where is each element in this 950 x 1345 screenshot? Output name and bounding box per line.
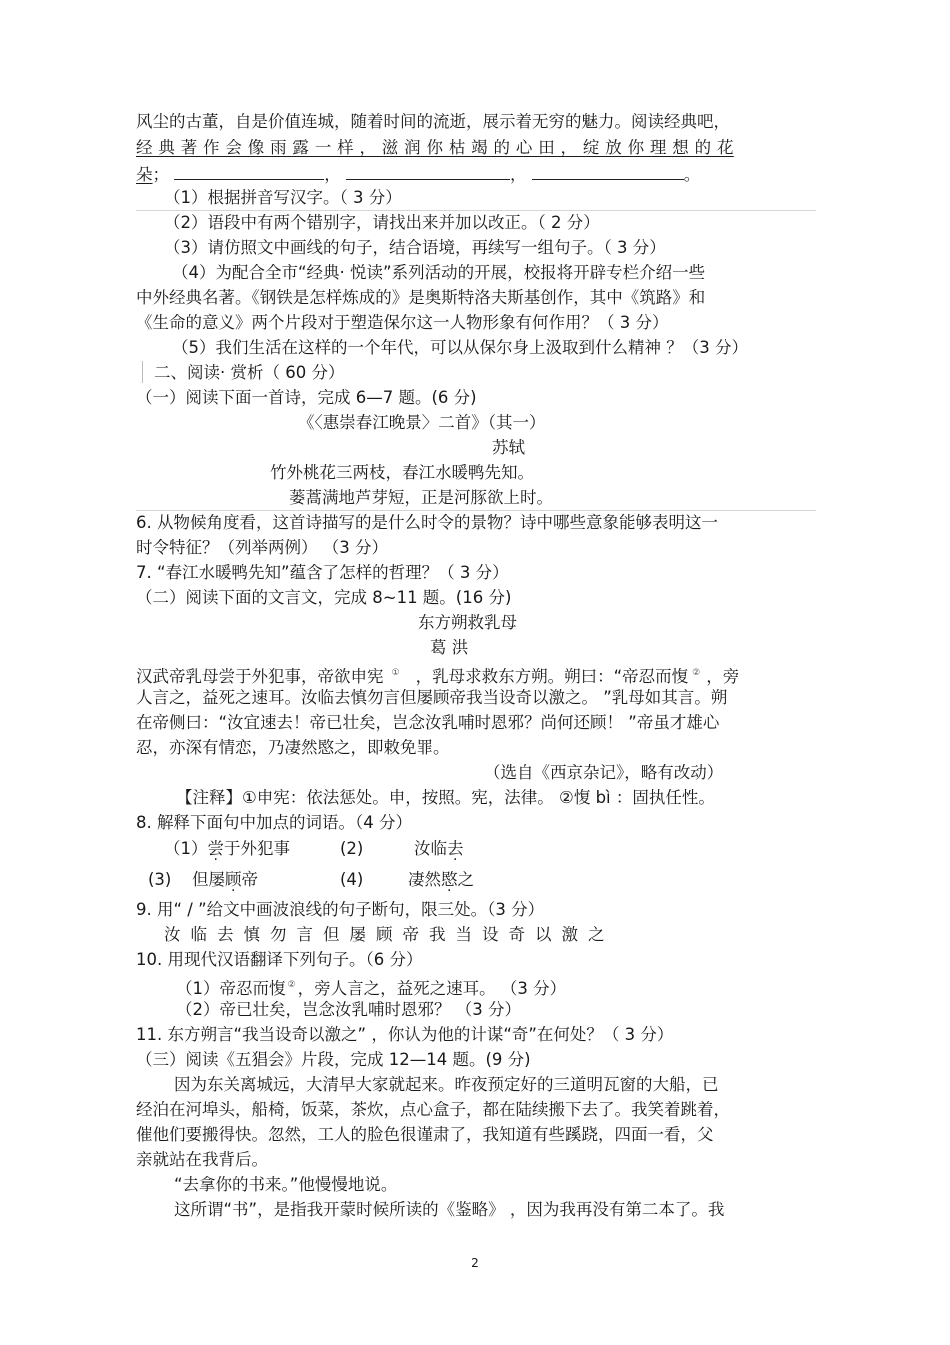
- question-1-4-line-3: 《生命的意义》两个片段对于塑造保尔这一人物形象有何作用？（ 3 分）: [136, 313, 669, 332]
- question-8-item-4: 凄然愍之: [408, 870, 474, 889]
- page-number: 2: [471, 1256, 479, 1270]
- question-9: 9. 用“ / ”给文中画波浪线的句子断句，限三处。（3 分）: [136, 900, 545, 919]
- poem-author: 苏轼: [492, 438, 525, 457]
- question-7: 7. “春江水暖鸭先知”蕴含了怎样的哲理？（ 3 分）: [136, 563, 509, 582]
- classical-text-line-1: 汉武帝乳母尝于外犯事，帝欲申宪 ① ，乳母求救东方朔。朔曰：“帝忍而愎 ② ，旁: [136, 667, 740, 686]
- dotted-word: 顾: [225, 870, 242, 889]
- passage-line-1: 风尘的古董，自是价值连城，随着时间的流逝，展示着无穷的魅力。阅读经典吧，: [136, 112, 730, 131]
- classical-text-line-3: 在帝侧曰：“汝宜速去！帝已壮矣，岂念汝乳哺时恩邪？尚何还顾！ ”帝虽才雄心: [136, 713, 720, 732]
- question-1-5: （5）我们生活在这样的一个年代，可以从保尔身上汲取到什么精神 ？（3 分）: [172, 338, 748, 357]
- answer-blank-1[interactable]: [174, 163, 324, 180]
- classical-text-line-4: 忍，亦深有情恋，乃凄然愍之，即敕免罪。: [136, 738, 450, 757]
- question-6-line-2: 时令特征？（列举两例） （3 分）: [136, 538, 388, 557]
- poem-line-1: 竹外桃花三两枝，春江水暖鸭先知。: [270, 463, 534, 482]
- dotted-word: 愍: [441, 870, 458, 889]
- annotation: 【注释】①申宪：依法惩处。申，按照。宪，法律。 ②愎 bì ：固执任性。: [176, 788, 715, 807]
- question-8-item-2-label: (2): [340, 839, 364, 858]
- passage-fill-in-line: 朵； ， ， 。: [136, 165, 701, 184]
- footnote-marker-1: ①: [391, 668, 400, 678]
- divider: [136, 510, 816, 511]
- question-8-item-4-label: (4): [340, 870, 364, 889]
- question-6-line-1: 6. 从物候角度看，这首诗描写的是什么时令的景物？诗中哪些意象能够表明这一: [136, 513, 718, 532]
- modern-text-line-4: 亲就站在我背后。: [136, 1150, 268, 1169]
- modern-text-line-5: “去拿你的书来。”他慢慢地说。: [174, 1175, 398, 1194]
- footnote-marker-2: ②: [692, 668, 701, 678]
- footnote-marker: ②: [287, 980, 296, 990]
- question-11: 11. 东方朔言“我当设奇以激之” ，你认为他的计谋“奇”在何处？（ 3 分）: [136, 1025, 674, 1044]
- classical-text-source: （选自《西京杂记》，略有改动）: [484, 763, 724, 782]
- modern-text-line-2: 经泊在河埠头，船椅，饭菜，茶炊，点心盒子，都在陆续搬下去了。我笑着跳着，: [136, 1100, 730, 1119]
- question-8-item-1: （1）尝于外犯事: [164, 839, 290, 858]
- question-1-1: （1）根据拼音写汉字。（ 3 分）: [164, 188, 402, 207]
- question-1-4-line-1: （4）为配合全市“经典· 悦读”系列活动的开展，校报将开辟专栏介绍一些: [172, 263, 706, 282]
- poem-line-2: 蒌蒿满地芦芽短，正是河豚欲上时。: [289, 488, 553, 507]
- question-10: 10. 用现代汉语翻译下列句子。（6 分）: [136, 950, 423, 969]
- section-2-heading: 二、阅读· 赏析（ 60 分）: [154, 363, 345, 382]
- part-3-intro: （三）阅读《五猖会》片段，完成 12—14 题。(9 分): [136, 1050, 531, 1069]
- question-1-4-line-2: 中外经典名著。《钢铁是怎样炼成的》是奥斯特洛夫斯基创作，其中《筑路》和: [136, 288, 706, 307]
- part-2-intro: （二）阅读下面的文言文，完成 8~11 题。(16 分): [136, 588, 512, 607]
- modern-text-line-1: 因为东关离城远，大清早大家就起来。昨夜预定好的三道明瓦窗的大船，已: [174, 1075, 719, 1094]
- modern-text-line-3: 催他们要搬得快。忽然，工人的脸色很谨肃了，我知道有些蹊跷，四面一看，父: [136, 1125, 714, 1144]
- dotted-word: 去: [447, 839, 464, 858]
- passage-underlined-end: 朵: [136, 165, 153, 184]
- modern-text-line-6: 这所谓“书”，是指我开蒙时候所读的《鉴略》 ，因为我再没有第二本了。我: [174, 1200, 725, 1219]
- part-1-intro: （一）阅读下面一首诗，完成 6—7 题。(6 分): [136, 388, 477, 407]
- question-8-item-3-label: (3): [148, 870, 172, 889]
- margin-mark: [142, 361, 143, 383]
- classical-text-title: 东方朔救乳母: [418, 613, 517, 632]
- question-8-item-2: 汝临去: [414, 839, 464, 858]
- question-1-2: （2）语段中有两个错别字，请找出来并加以改正。（ 2 分）: [164, 213, 600, 232]
- answer-blank-2[interactable]: [346, 163, 510, 180]
- question-10-item-2: （2）帝已壮矣，岂念汝乳哺时恩邪？ （3 分）: [176, 1000, 521, 1019]
- question-10-item-1: （1）帝忍而愎 ② ，旁人言之，益死之速耳。 （3 分）: [176, 979, 567, 998]
- answer-blank-3[interactable]: [532, 163, 684, 180]
- dotted-word: 尝: [207, 839, 224, 858]
- passage-underlined-line: 经 典 著 作 会 像 雨 露 一 样 ， 滋 润 你 枯 竭 的 心 田 ， 绽 放 你 理 想 的 花: [136, 138, 734, 157]
- poem-title: 《〈惠崇春江晚景〉二首》（其一）: [298, 413, 546, 432]
- question-9-sentence: 汝临去慎勿言但屡顾帝我当设奇以激之: [164, 925, 615, 944]
- classical-text-line-2: 人言之，益死之速耳。汝临去慎勿言但屡顾帝我当设奇以激之。 ”乳母如其言。朔: [136, 688, 728, 707]
- divider: [136, 210, 816, 211]
- classical-text-author: 葛 洪: [430, 638, 469, 657]
- question-8: 8. 解释下面句中加点的词语。（4 分）: [136, 813, 412, 832]
- question-8-item-3: 但屡顾帝: [192, 870, 258, 889]
- question-1-3: （3）请仿照文中画线的句子，结合语境，再续写一组句子。（ 3 分）: [164, 238, 666, 257]
